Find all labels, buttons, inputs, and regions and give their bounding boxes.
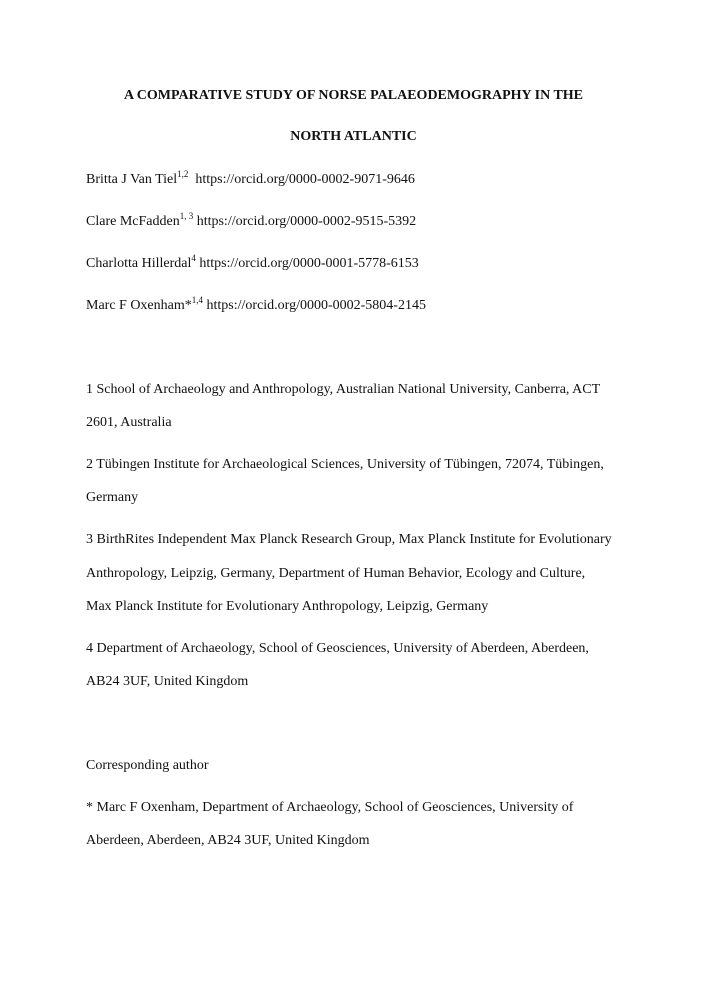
affiliation-3-line-2: Anthropology, Leipzig, Germany, Department of Human Behavior, Ecology and Culture,	[86, 566, 586, 581]
affiliation-3-line-3: Max Planck Institute for Evolutionary Anthropology, Leipzig, Germany	[86, 599, 489, 614]
affiliation-1-line-2: 2601, Australia	[86, 415, 172, 430]
affiliation-2-line-1: 2 Tübingen Institute for Archaeological Sciences, University of Tübingen, 72074, Tübingen,	[86, 457, 604, 472]
paper-title-line-2: NORTH ATLANTIC	[290, 129, 417, 144]
author-orcid-link[interactable]: https://orcid.org/0000-0001-5778-6153	[199, 256, 419, 271]
affiliation-2-line-2: Germany	[86, 490, 139, 505]
author-orcid-link[interactable]: https://orcid.org/0000-0002-5804-2145	[206, 298, 426, 313]
author-affiliation-marker: 1,4	[191, 295, 204, 305]
paper-title-line-1: A COMPARATIVE STUDY OF NORSE PALAEODEMOGRAPHY IN THE	[123, 88, 584, 103]
author-2	[86, 213, 416, 231]
author-name: Marc F Oxenham*	[86, 298, 192, 313]
corresponding-author-line-2: Aberdeen, Aberdeen, AB24 3UF, United Kingdom	[86, 833, 370, 848]
author-affiliation-marker: 1, 3	[179, 211, 194, 221]
author-name: Britta J Van Tiel	[86, 172, 178, 187]
author-1	[86, 171, 415, 189]
author-name: Charlotta Hillerdal	[86, 256, 192, 271]
affiliation-4-line-1: 4 Department of Archaeology, School of Geosciences, University of Aberdeen, Aberdeen,	[86, 641, 589, 656]
corresponding-author-line-1: * Marc F Oxenham, Department of Archaeology, School of Geosciences, University of	[86, 800, 574, 815]
author-orcid-link[interactable]: https://orcid.org/0000-0002-9515-5392	[196, 214, 417, 229]
affiliation-4-line-2: AB24 3UF, United Kingdom	[86, 674, 249, 689]
author-name: Clare McFadden	[86, 214, 180, 229]
author-3	[86, 255, 419, 273]
author-affiliation-marker: 4	[191, 253, 196, 263]
author-affiliation-marker: 1,2	[177, 169, 189, 179]
affiliation-1-line-1: 1 School of Archaeology and Anthropology, Australian National University, Canberra, ACT	[86, 382, 601, 397]
corresponding-author-heading: Corresponding author	[86, 758, 209, 773]
affiliation-3-line-1: 3 BirthRites Independent Max Planck Research Group, Max Planck Institute for Evolutionary	[86, 532, 612, 547]
author-4	[86, 297, 426, 315]
author-orcid-link[interactable]: https://orcid.org/0000-0002-9071-9646	[195, 172, 415, 187]
